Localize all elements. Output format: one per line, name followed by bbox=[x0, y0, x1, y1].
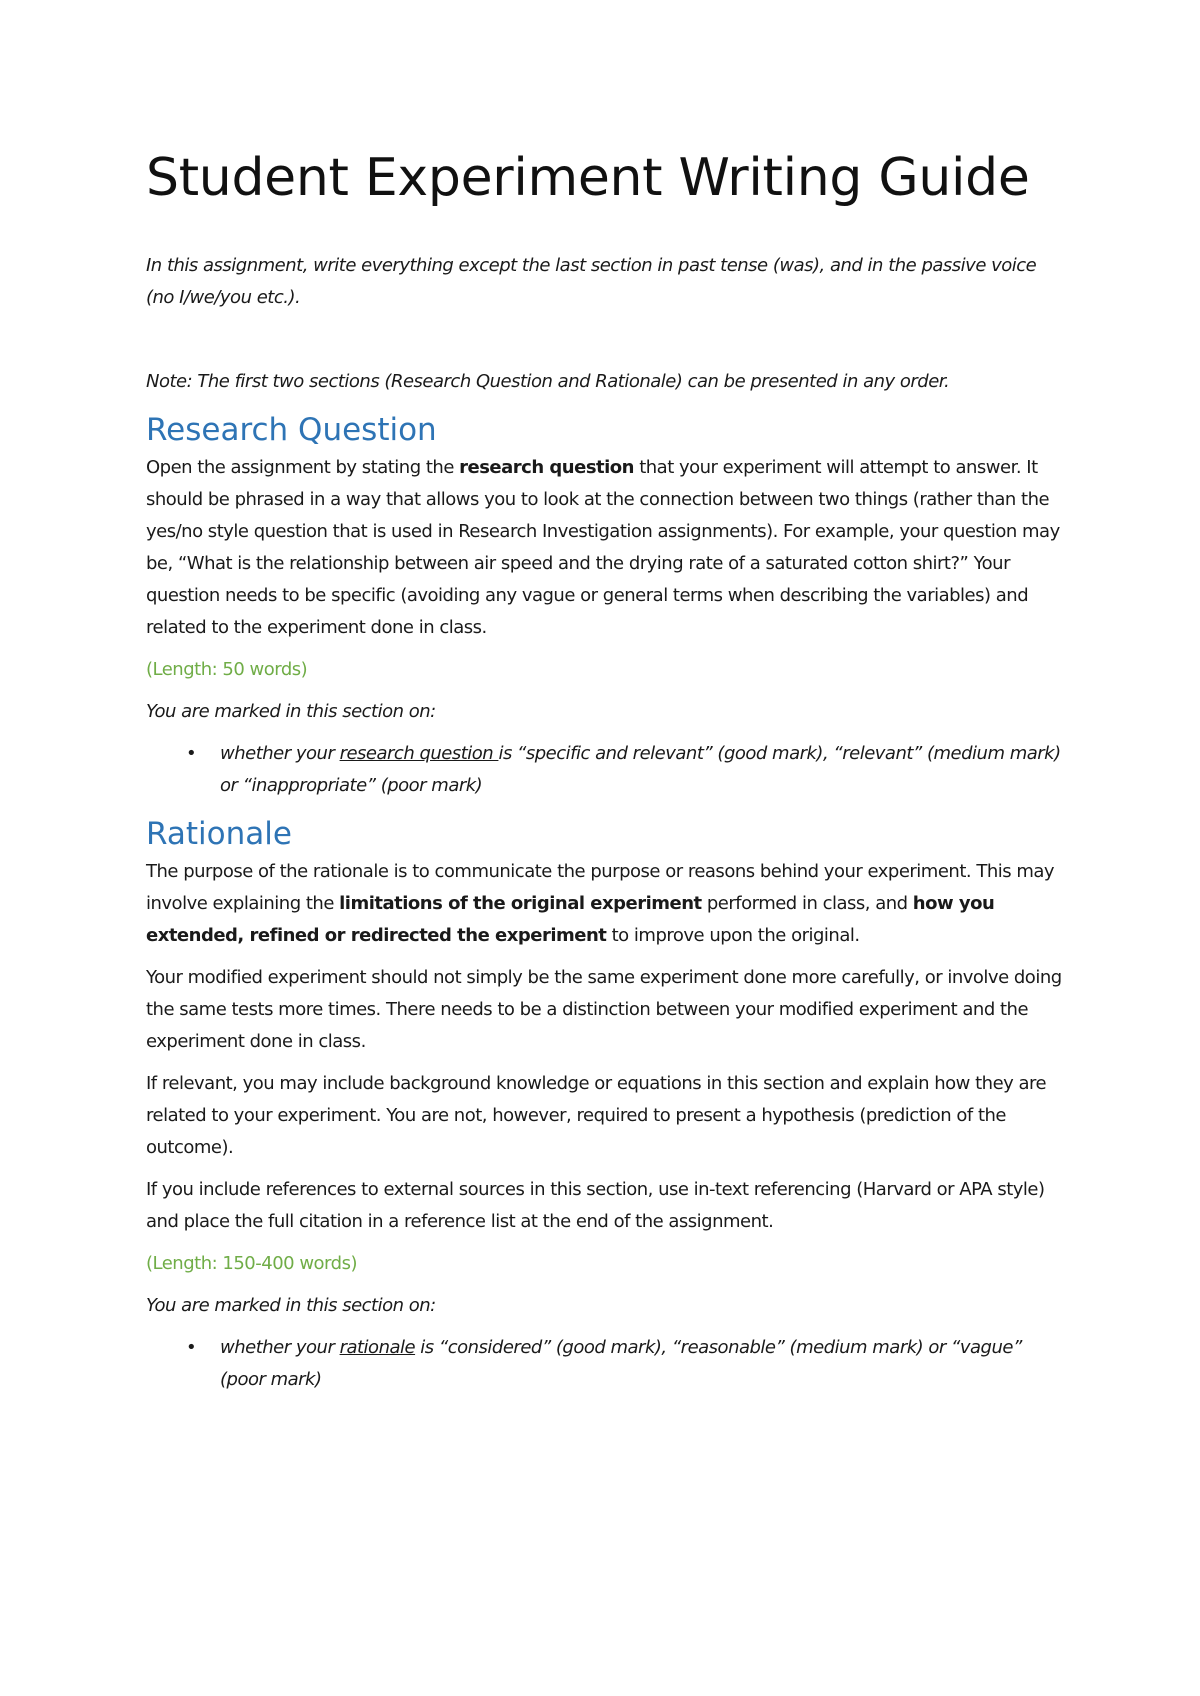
research-question-heading: Research Question bbox=[146, 412, 437, 448]
marking-criteria-list bbox=[146, 738, 1066, 802]
text-run: The purpose of the rationale is to communicate the purpose or reasons behind your experiment. This may involve explaining the bbox=[146, 861, 1055, 914]
order-note: Note: The first two sections (Research Question and Rationale) can be presented in any order. bbox=[146, 371, 950, 392]
text-run: is “considered” (good mark), “reasonable” (medium mark) or “vague” (poor mark) bbox=[220, 1337, 1022, 1390]
rationale-paragraph-4: If you include references to external sources in this section, use in-text referencing (Harvard or APA style) and place the full citation in a reference list at the end of the assignment. bbox=[146, 1179, 1045, 1232]
bold-term: research question bbox=[459, 457, 634, 478]
marking-criterion bbox=[146, 1332, 1066, 1396]
text-run: that your experiment will attempt to answer. It should be phrased in a way that allows you to look at the connection between two things (rather than the yes/no style question that is used in Research Investigation assignments). For example, your question may be, “What is the relationship between air speed and the drying rate of a saturated cotton shirt?” Your question needs to be specific (avoiding any vague or general terms when describing the variables) and related to the experiment done in class. bbox=[146, 457, 1060, 638]
text-run: is “specific and relevant” (good mark), “relevant” (medium mark) or “inappropriate” (poor mark) bbox=[220, 743, 1061, 796]
rationale-paragraph-2: Your modified experiment should not simply be the same experiment done more carefully, or involve doing the same tests more times. There needs to be a distinction between your modified experiment and the experiment done in class. bbox=[146, 967, 1062, 1052]
rationale-paragraph-1 bbox=[146, 856, 1066, 952]
intro-paragraph: In this assignment, write everything except the last section in past tense (was), and in the passive voice (no I/we/you etc.). bbox=[146, 255, 1037, 308]
rationale-paragraph-3: If relevant, you may include background knowledge or equations in this section and explain how they are related to your experiment. You are not, however, required to present a hypothesis (prediction of the outcome). bbox=[146, 1073, 1047, 1158]
length-requirement: (Length: 50 words) bbox=[146, 659, 308, 680]
text-run: performed in class, and bbox=[701, 893, 913, 914]
bullet-icon: • bbox=[186, 1337, 197, 1358]
rationale-section bbox=[146, 812, 1066, 1396]
length-requirement: (Length: 150-400 words) bbox=[146, 1253, 357, 1274]
rationale-heading: Rationale bbox=[146, 816, 292, 852]
marking-criteria-list bbox=[146, 1332, 1066, 1396]
text-run: whether your bbox=[220, 743, 340, 764]
text-run: to improve upon the original. bbox=[606, 925, 860, 946]
bold-term: how you extended, refined or redirected the experiment bbox=[146, 893, 995, 946]
underlined-term: rationale bbox=[339, 1337, 416, 1358]
document-title: Student Experiment Writing Guide bbox=[146, 148, 1030, 208]
text-run: whether your bbox=[220, 1337, 340, 1358]
research-question-paragraph bbox=[146, 452, 1066, 644]
marking-intro: You are marked in this section on: bbox=[146, 1295, 436, 1316]
bullet-icon: • bbox=[186, 743, 197, 764]
document-page bbox=[146, 146, 1066, 1406]
bold-term: limitations of the original experiment bbox=[339, 893, 702, 914]
marking-intro: You are marked in this section on: bbox=[146, 701, 436, 722]
marking-criterion bbox=[146, 738, 1066, 802]
underlined-term: research question bbox=[339, 743, 499, 764]
text-run: Open the assignment by stating the bbox=[146, 457, 460, 478]
research-question-section bbox=[146, 408, 1066, 802]
